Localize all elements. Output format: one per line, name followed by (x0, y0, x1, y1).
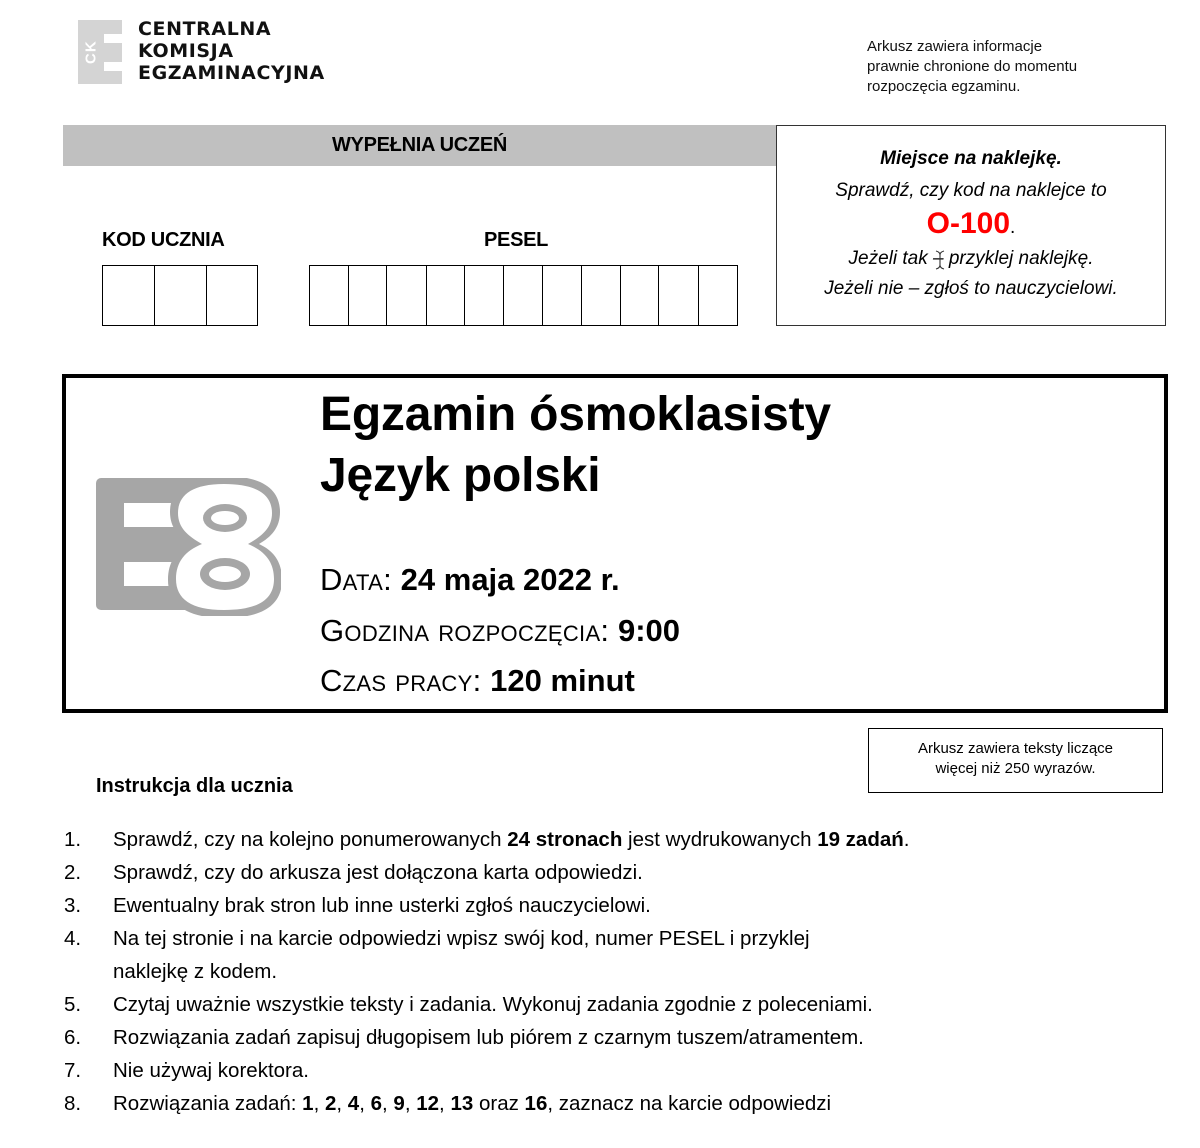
instruction-text: Sprawdź, czy na kolejno ponumerowanych 24 stronach jest wydrukowanych 19 zadań. (113, 828, 910, 851)
exam-name: Egzamin ósmoklasisty (320, 388, 831, 441)
duration-label: Czas pracy: (320, 663, 482, 698)
instruction-number: 5. (64, 993, 82, 1016)
start-time-label: Godzina rozpoczęcia: (320, 613, 610, 648)
student-code-grid (102, 265, 258, 326)
instruction-text: Rozwiązania zadań zapisuj długopisem lub piórem z czarnym tuszem/atramentem. (113, 1026, 864, 1049)
note-line: rozpoczęcia egzaminu. (867, 78, 1021, 95)
instruction-item (64, 823, 1164, 856)
pesel-box[interactable] (348, 266, 386, 325)
sticker-code-suffix: . (1010, 217, 1016, 238)
student-code-box[interactable] (102, 266, 154, 325)
instructions-heading: Instrukcja dla ucznia (96, 775, 293, 797)
instruction-text: Rozwiązania zadań: 1, 2, 4, 6, 9, 12, 13 oraz 16, zaznacz na karcie odpowiedzi (113, 1092, 832, 1115)
instruction-item (64, 1021, 1164, 1054)
exam-title (320, 384, 831, 506)
date-value: 24 maja 2022 r. (400, 562, 620, 597)
pesel-box[interactable] (464, 266, 503, 325)
pesel-box[interactable] (542, 266, 581, 325)
instruction-item (64, 988, 1164, 1021)
logo-line: EGZAMINACYJNA (138, 62, 325, 84)
instruction-item (64, 922, 1164, 988)
cke-logo-mark (78, 20, 122, 84)
info-line: Arkusz zawiera teksty liczące (917, 740, 1114, 757)
info-line: więcej niż 250 wyrazów. (935, 760, 1096, 777)
protected-info-note (867, 37, 1077, 97)
pesel-label: PESEL (484, 229, 549, 251)
pesel-box[interactable] (386, 266, 426, 325)
instruction-number: 1. (64, 828, 82, 851)
sticker-code: O-100 (926, 207, 1011, 240)
sticker-check-line: Sprawdź, czy kod na naklejce to (835, 180, 1107, 201)
pesel-box[interactable] (658, 266, 698, 325)
instruction-text: Ewentualny brak stron lub inne usterki zgłoś nauczycielowi. (113, 894, 651, 917)
pesel-box[interactable] (503, 266, 542, 325)
exam-start-row (320, 613, 680, 649)
pesel-box[interactable] (309, 266, 348, 325)
text-cursor-ibeam-icon (935, 250, 945, 270)
sticker-if-no: Jeżeli nie – zgłoś to nauczycielowi. (824, 278, 1118, 299)
logo-e-bar (104, 62, 122, 71)
sticker-title: Miejsce na naklejkę. (880, 148, 1062, 169)
instruction-number: 2. (64, 861, 82, 884)
instruction-number: 4. (64, 927, 82, 950)
instruction-text: Sprawdź, czy do arkusza jest dołączona karta odpowiedzi. (113, 861, 643, 884)
student-code-label: KOD UCZNIA (102, 229, 225, 251)
instruction-item (64, 1054, 1164, 1087)
sticker-if-yes: Jeżeli tak – przyklej naklejkę. (848, 248, 1094, 269)
exam-subject: Język polski (320, 449, 601, 502)
instruction-number: 6. (64, 1026, 82, 1049)
instruction-text: Na tej stronie i na karcie odpowiedzi wpisz swój kod, numer PESEL i przyklej naklejkę z kodem. (113, 927, 810, 983)
pesel-box[interactable] (426, 266, 464, 325)
note-line: Arkusz zawiera informacje (867, 38, 1043, 55)
cke-logo-letters: CK (82, 40, 100, 64)
duration-value: 120 minut (490, 663, 635, 698)
sticker-placeholder-box (776, 125, 1166, 326)
logo-line: CENTRALNA (138, 18, 272, 40)
logo-e-bar (104, 34, 122, 43)
instruction-number: 8. (64, 1092, 82, 1115)
pesel-grid (309, 265, 738, 326)
instruction-text: Nie używaj korektora. (113, 1059, 309, 1082)
exam-duration-row (320, 663, 635, 699)
start-time-value: 9:00 (617, 613, 681, 648)
logo-line: KOMISJA (138, 40, 234, 62)
pesel-box[interactable] (620, 266, 658, 325)
instruction-number: 7. (64, 1059, 82, 1082)
word-count-info-box (868, 728, 1163, 793)
student-code-box[interactable] (154, 266, 206, 325)
exam-title-box (62, 374, 1168, 713)
instructions-list (64, 823, 1164, 1120)
fill-by-student-band: WYPEŁNIA UCZEŃ (63, 125, 776, 166)
e8-logo-icon (96, 478, 281, 616)
cke-logo-text (138, 18, 325, 84)
instruction-text: Czytaj uważnie wszystkie teksty i zadania. Wykonuj zadania zgodnie z poleceniami. (113, 993, 873, 1016)
exam-date-row (320, 562, 620, 598)
instruction-item (64, 889, 1164, 922)
pesel-box[interactable] (581, 266, 620, 325)
date-label: Data: (320, 562, 393, 597)
instruction-number: 3. (64, 894, 82, 917)
instruction-item (64, 856, 1164, 889)
instruction-item (64, 1087, 1164, 1120)
cke-logo (78, 18, 325, 84)
student-code-box[interactable] (206, 266, 257, 325)
note-line: prawnie chronione do momentu (867, 58, 1078, 75)
pesel-box[interactable] (698, 266, 737, 325)
